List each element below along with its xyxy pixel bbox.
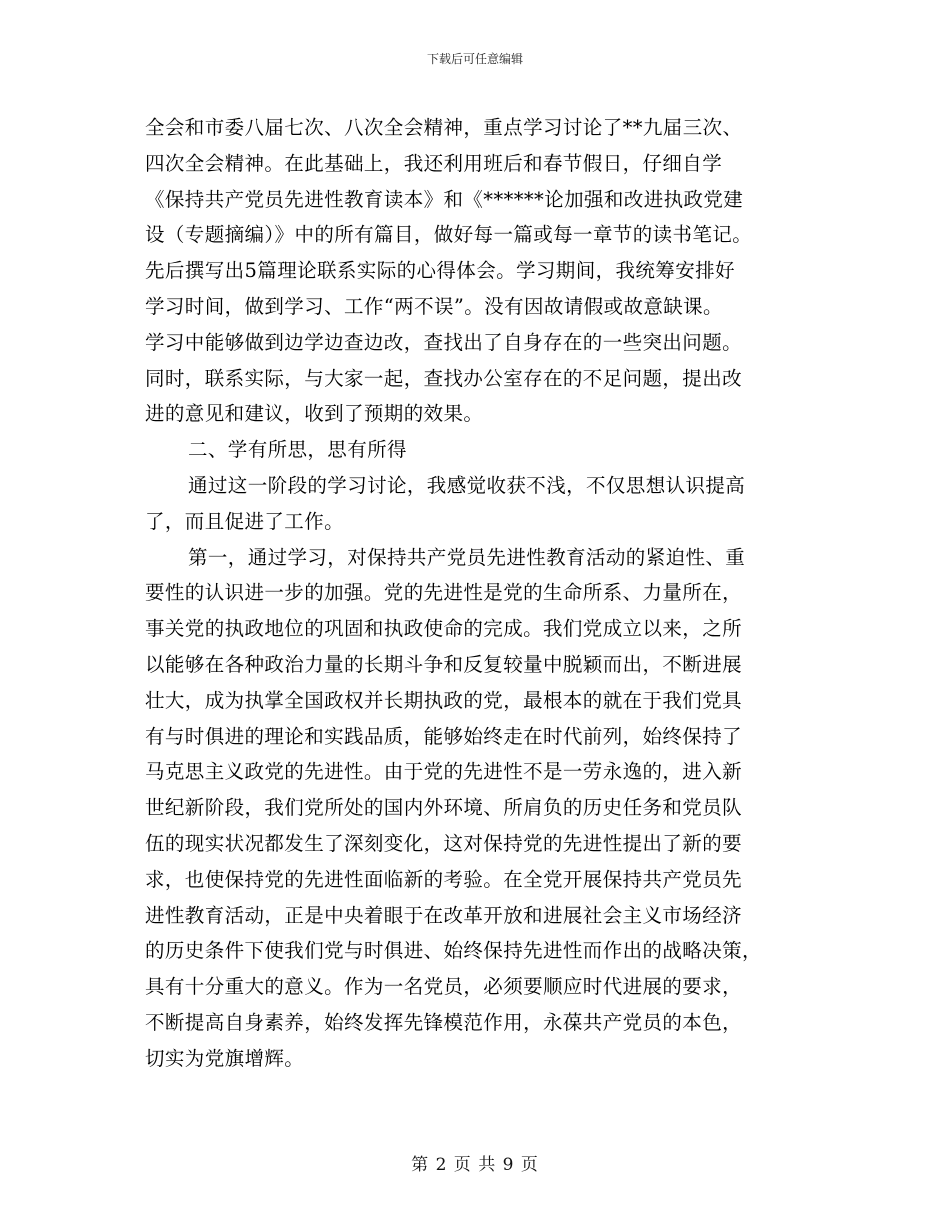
text-line: 切实为党旗增辉。: [145, 1046, 305, 1070]
text-line: 第一，通过学习，对保持共产党员先进性教育活动的紧迫性、重: [188, 545, 746, 569]
page-header: 下载后可任意编辑: [426, 52, 523, 66]
text-line: 壮大，成为执掌全国政权并长期执政的党，最根本的就在于我们党具: [145, 688, 743, 712]
text-line: 同时，联系实际，与大家一起，查找办公室存在的不足问题，提出改: [145, 366, 743, 390]
text-line: 全会和市委八届七次、八次全会精神，重点学习讨论了**九届三次、: [145, 116, 743, 139]
text-line: 了，而且促进了工作。: [145, 509, 345, 533]
text-line: 先后撰写出5篇理论联系实际的心得体会。学习期间，我统筹安排好: [145, 259, 735, 283]
page-footer: 第 2 页 共 9 页: [411, 1155, 539, 1175]
text-line: 通过这一阶段的学习讨论，我感觉收获不浅，不仅思想认识提高: [188, 473, 746, 497]
text-line: 有与时俱进的理论和实践品质，能够始终走在时代前列，始终保持了: [145, 724, 743, 748]
text-line: 具有十分重大的意义。作为一名党员，必须要顺应时代进展的要求，: [145, 975, 743, 999]
text-line: 伍的现实状况都发生了深刻变化，这对保持党的先进性提出了新的要: [145, 831, 743, 855]
text-line: 要性的认识进一步的加强。党的先进性是党的生命所系、力量所在，: [145, 581, 743, 605]
text-line: 学习中能够做到边学边查边改，查找出了自身存在的一些突出问题。: [145, 330, 743, 354]
text-line: 事关党的执政地位的巩固和执政使命的完成。我们党成立以来，之所: [145, 617, 743, 641]
text-line: 马克思主义政党的先进性。由于党的先进性不是一劳永逸的，进入新: [145, 760, 743, 784]
text-line: 《保持共产党员先进性教育读本》和《******论加强和改进执政党建: [145, 187, 744, 211]
text-line: 学习时间，做到学习、工作“两不误”。没有因故请假或故意缺课。: [145, 294, 723, 318]
text-line: 进性教育活动，正是中央着眼于在改革开放和进展社会主义市场经济: [145, 903, 743, 927]
text-line: 世纪新阶段，我们党所处的国内外环境、所肩负的历史任务和党员队: [145, 796, 743, 820]
text-line: 以能够在各种政治力量的长期斗争和反复较量中脱颖而出，不断进展: [145, 652, 743, 676]
text-line: 不断提高自身素养，始终发挥先锋模范作用，永葆共产党员的本色，: [145, 1010, 743, 1034]
text-line: 四次全会精神。在此基础上，我还利用班后和春节假日，仔细自学: [145, 151, 723, 175]
text-line: 设（专题摘编）》中的所有篇目，做好每一篇或每一章节的读书笔记。: [145, 223, 753, 247]
text-line: 求，也使保持党的先进性面临新的考验。在全党开展保持共产党员先: [145, 867, 743, 891]
text-line: 的历史条件下使我们党与时俱进、始终保持先进性而作出的战略决策，: [145, 939, 762, 963]
section-heading: 二、学有所思，思有所得: [188, 438, 407, 462]
document-body: [145, 110, 815, 1077]
text-line: 进的意见和建议，收到了预期的效果。: [145, 402, 484, 426]
